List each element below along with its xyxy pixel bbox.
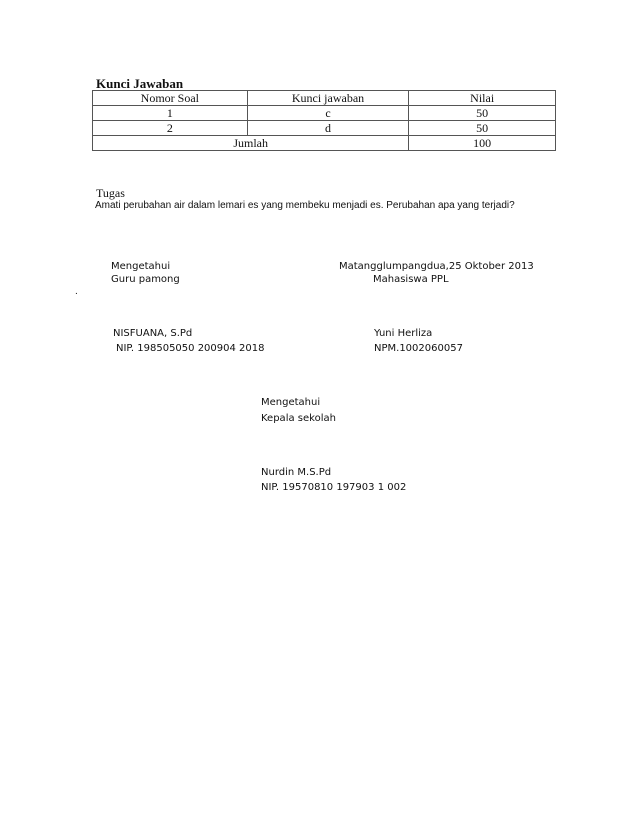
header-kunci-jawaban: Kunci jawaban [247, 91, 409, 106]
answer-key-table [92, 90, 556, 151]
right-sign-place-date: Matangglumpangdua,25 Oktober 2013 [339, 261, 534, 272]
answer-key-title: Kunci Jawaban [96, 76, 184, 91]
center-sign-label: Mengetahui [261, 397, 321, 408]
center-sign-id: NIP. 19570810 197903 1 002 [261, 482, 407, 493]
cell-nomor: 1 [93, 106, 248, 121]
table-row [93, 121, 556, 136]
total-label: Jumlah [93, 136, 409, 151]
right-sign-name: Yuni Herliza [374, 328, 433, 339]
cell-nomor: 2 [93, 121, 248, 136]
task-heading: Tugas [96, 186, 125, 200]
center-sign-role: Kepala sekolah [261, 413, 336, 424]
table-total-row [93, 136, 556, 151]
center-sign-name: Nurdin M.S.Pd [261, 467, 332, 478]
right-sign-role: Mahasiswa PPL [373, 274, 449, 285]
table-header-row [93, 91, 556, 106]
left-sign-role: Guru pamong [111, 274, 180, 285]
right-sign-id: NPM.1002060057 [374, 343, 463, 354]
cell-nilai: 50 [409, 121, 556, 136]
cell-kunci: c [247, 106, 409, 121]
cell-kunci: d [247, 121, 409, 136]
left-sign-id: NIP. 198505050 200904 2018 [116, 343, 265, 354]
left-sign-label: Mengetahui [111, 261, 171, 272]
cell-nilai: 50 [409, 106, 556, 121]
left-sign-name: NISFUANA, S.Pd [113, 328, 193, 339]
total-value: 100 [409, 136, 556, 151]
header-nilai: Nilai [409, 91, 556, 106]
task-question: Amati perubahan air dalam lemari es yang membeku menjadi es. Perubahan apa yang terjadi? [95, 200, 515, 211]
table-row [93, 106, 556, 121]
stray-dot: . [75, 286, 78, 297]
header-nomor-soal: Nomor Soal [93, 91, 248, 106]
